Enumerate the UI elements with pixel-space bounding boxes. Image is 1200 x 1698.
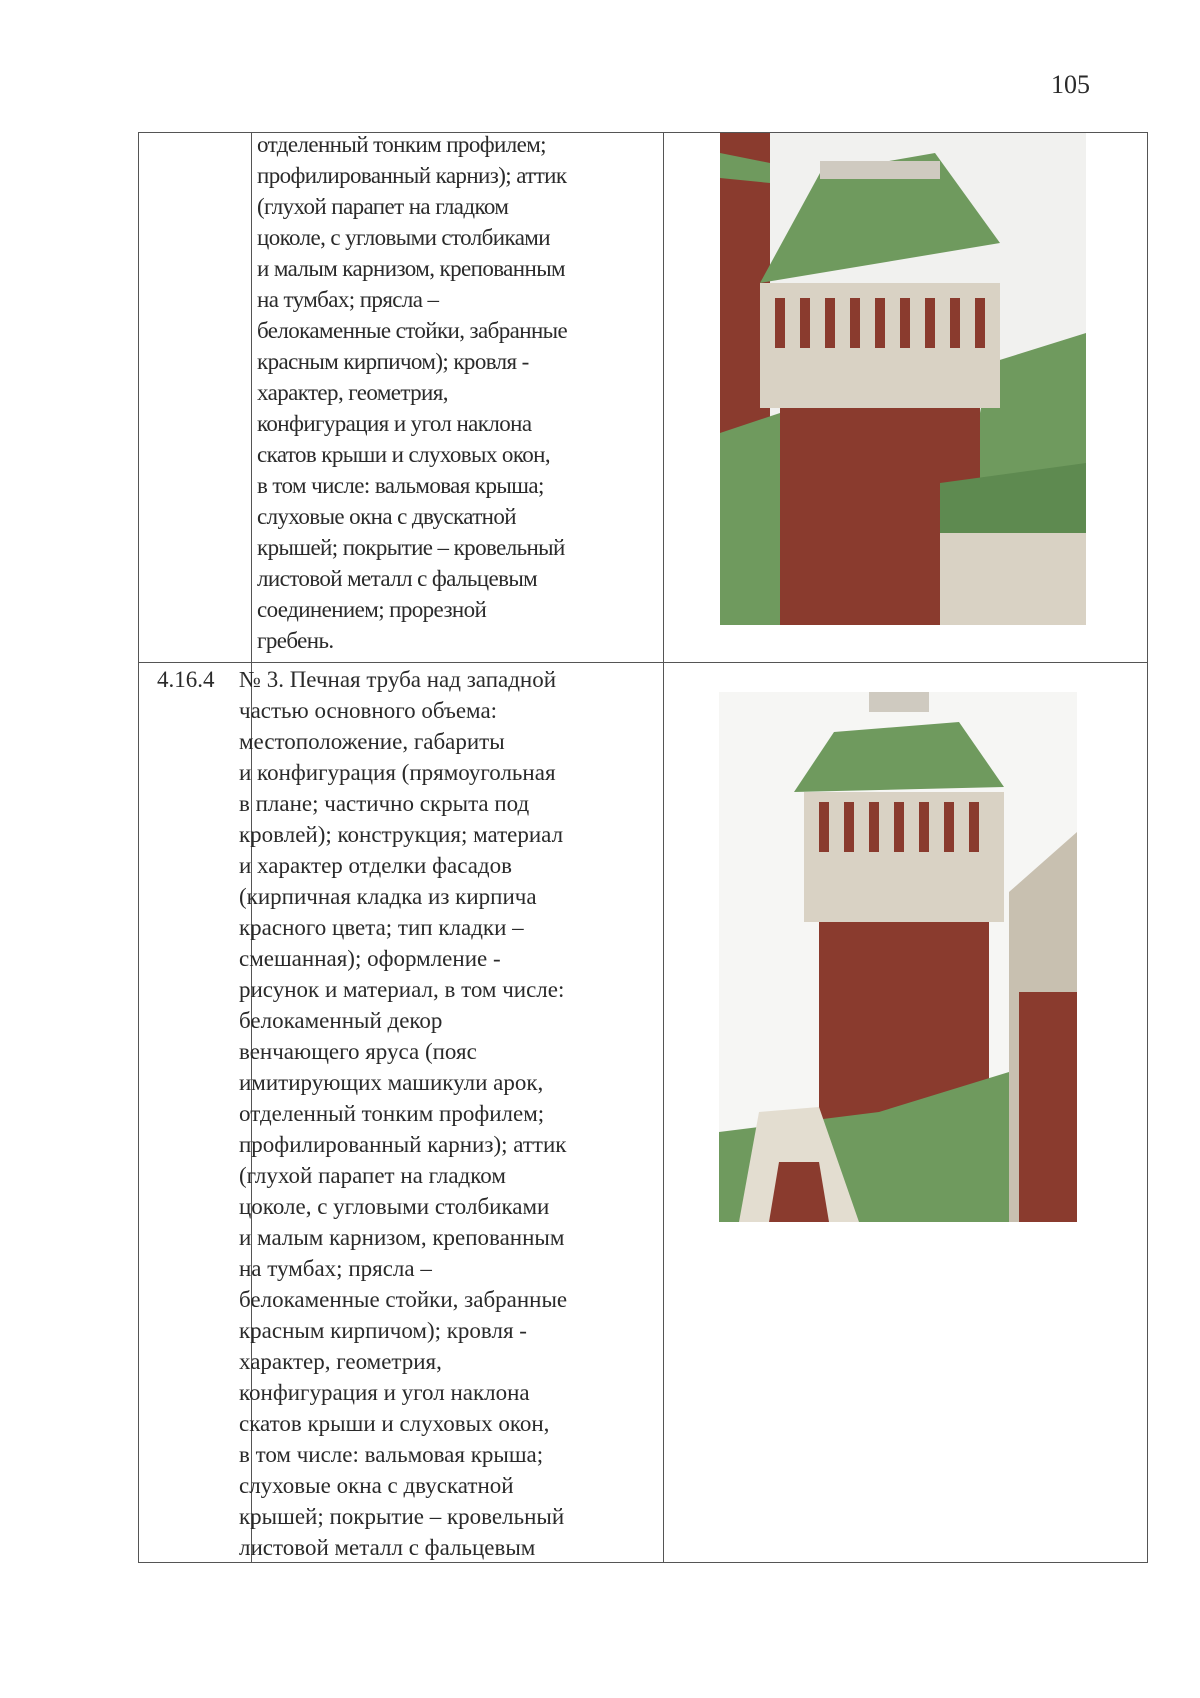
description-line: имитирующих машикули арок, <box>239 1070 544 1095</box>
description-line: красным кирпичом); кровля - <box>257 349 529 374</box>
description-line: слуховые окна с двускатной <box>239 1473 514 1498</box>
description-line: рисунок и материал, в том числе: <box>239 977 565 1002</box>
description-line: красного цвета; тип кладки – <box>239 915 524 940</box>
description-line: листовой металл с фальцевым <box>257 566 538 591</box>
description-line: слуховые окна с двускатной <box>257 504 516 529</box>
description-line: в плане; частично скрыта под <box>239 791 530 816</box>
description-line: белокаменные стойки, забранные <box>239 1287 568 1312</box>
row-divider <box>139 662 1147 663</box>
description-line: профилированный карниз); аттик <box>257 163 567 188</box>
page-number: 105 <box>1051 70 1090 99</box>
description-line: крышей; покрытие – кровельный <box>257 535 565 560</box>
description-line: венчающего яруса (пояс <box>239 1039 477 1064</box>
chimney-photo-1 <box>720 133 1086 625</box>
row-1-description <box>257 129 567 656</box>
description-line: конфигурация и угол наклона <box>257 411 532 436</box>
description-line: (глухой парапет на гладком <box>239 1163 506 1188</box>
description-line: скатов крыши и слуховых окон, <box>257 442 550 467</box>
description-line: и малым карнизом, крепованным <box>257 256 566 281</box>
description-line: листовой металл с фальцевым <box>239 1535 536 1560</box>
description-line: профилированный карниз); аттик <box>239 1132 567 1157</box>
description-line: в том числе: вальмовая крыша; <box>239 1442 544 1467</box>
description-line: конфигурация и угол наклона <box>239 1380 530 1405</box>
description-line: красным кирпичом); кровля - <box>239 1318 527 1343</box>
row-2-description <box>239 664 567 1563</box>
description-line: крышей; покрытие – кровельный <box>239 1504 565 1529</box>
description-line: местоположение, габариты <box>239 729 505 754</box>
monument-elements-table <box>138 132 1148 1563</box>
description-line: белокаменные стойки, забранные <box>257 318 568 343</box>
description-line: скатов крыши и слуховых окон, <box>239 1411 550 1436</box>
description-line: отделенный тонким профилем; <box>257 132 546 157</box>
description-line: (кирпичная кладка из кирпича <box>239 884 537 909</box>
description-line: и малым карнизом, крепованным <box>239 1225 565 1250</box>
description-line: цоколе, с угловыми столбиками <box>239 1194 550 1219</box>
description-line: и конфигурация (прямоугольная <box>239 760 556 785</box>
description-line: смешанная); оформление - <box>239 946 501 971</box>
row-2-number: 4.16.4 <box>157 667 215 692</box>
description-line: частью основного объема: <box>239 698 498 723</box>
description-line: и характер отделки фасадов <box>239 853 512 878</box>
description-line: характер, геометрия, <box>257 380 448 405</box>
description-line: белокаменный декор <box>239 1008 443 1033</box>
description-line: соединением; прорезной <box>257 597 487 622</box>
description-line: в том числе: вальмовая крыша; <box>257 473 544 498</box>
description-line: гребень. <box>257 628 334 653</box>
description-line: характер, геометрия, <box>239 1349 442 1374</box>
description-line: на тумбах; прясла – <box>257 287 439 312</box>
description-line: кровлей); конструкция; материал <box>239 822 564 847</box>
description-line: отделенный тонким профилем; <box>239 1101 545 1126</box>
description-line: (глухой парапет на гладком <box>257 194 509 219</box>
description-line: № 3. Печная труба над западной <box>239 667 557 692</box>
chimney-photo-2 <box>719 692 1077 1222</box>
column-divider <box>663 133 664 1562</box>
description-line: цоколе, с угловыми столбиками <box>257 225 550 250</box>
description-line: на тумбах; прясла – <box>239 1256 432 1281</box>
